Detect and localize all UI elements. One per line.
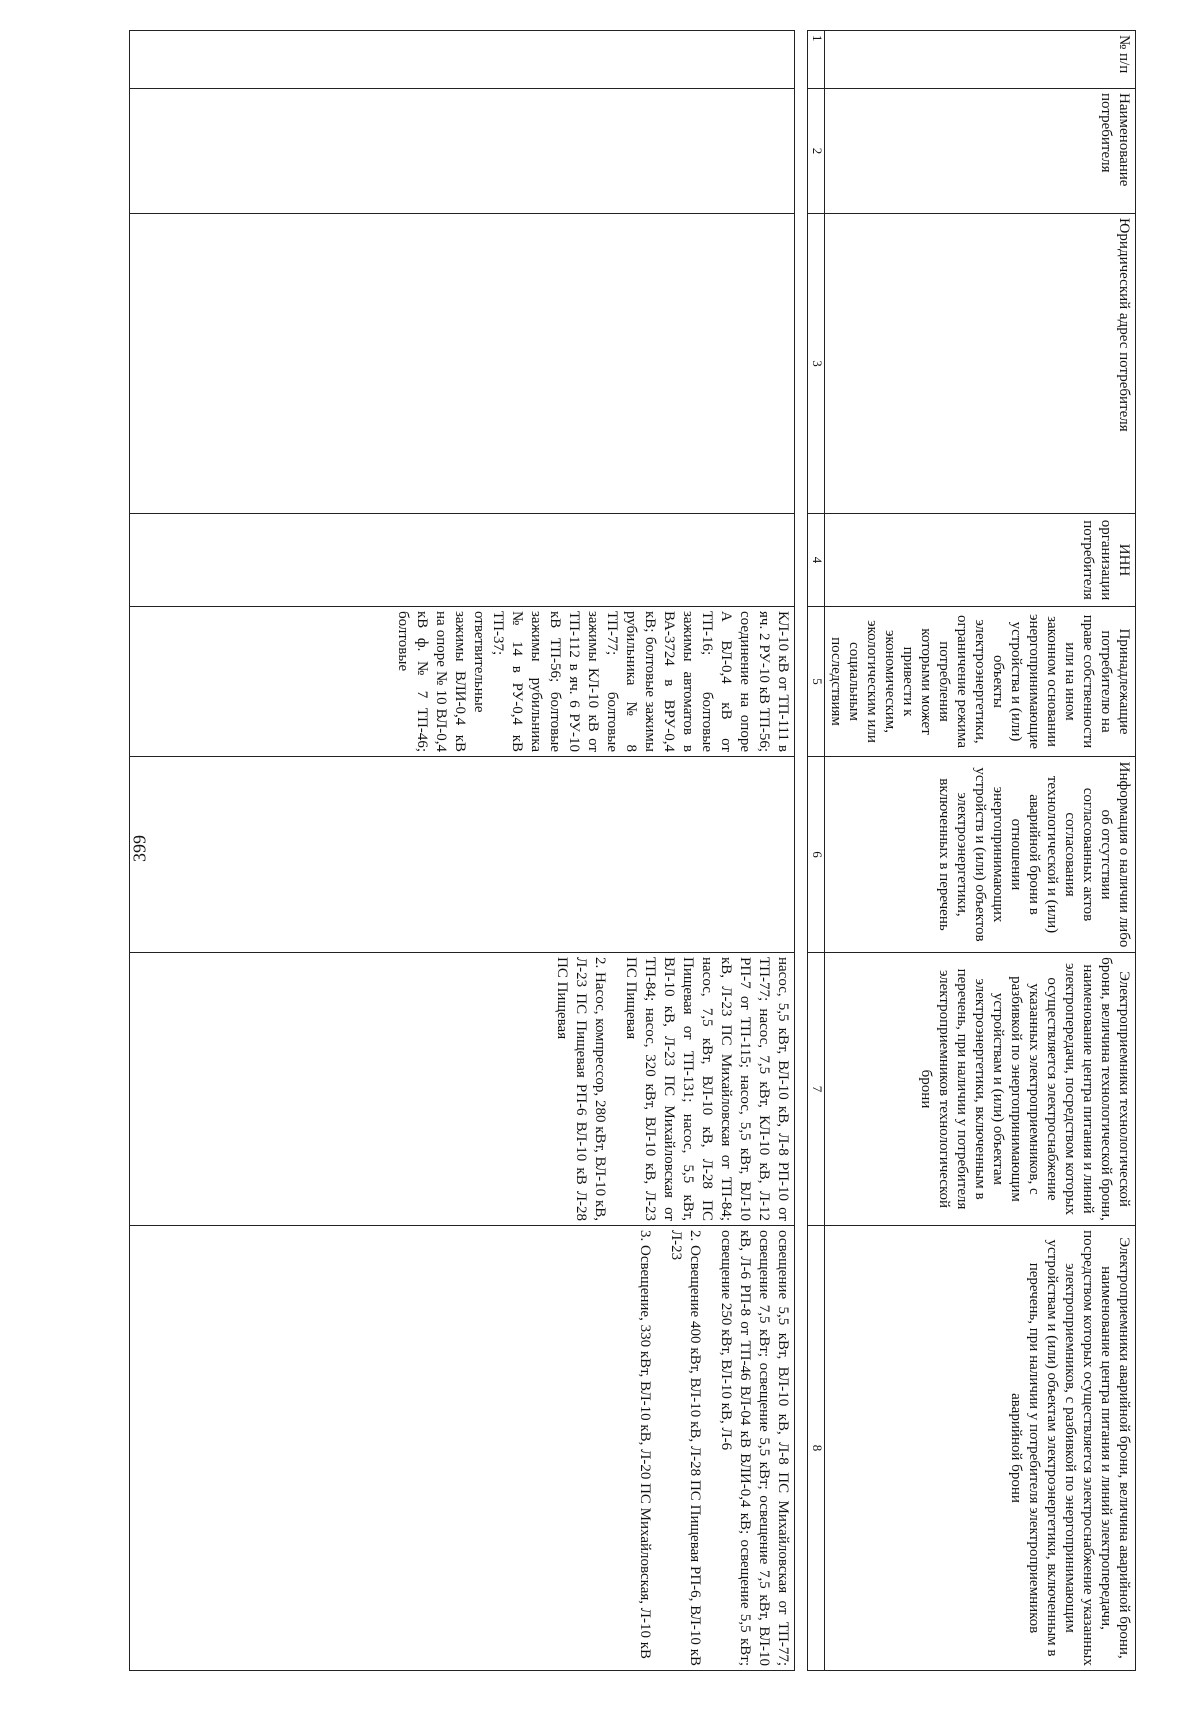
cell-devices: КЛ-10 кВ от ТП-111 в яч. 2 РУ-10 кВ ТП-56; соединение на опоре А ВЛ-0,4 кВ от ТП-16; болтовые зажимы автоматов в ВА-3724 в ВРУ-0,4 кВ; болтовые зажимы рубильника № 8 ТП-77; болтовые зажимы КЛ-10 кВ от ТП-112 в яч. 6 РУ-10 кВ ТП-56; болтовые зажимы рубильника № 14 в РУ-0,4 кВ ТП-37; ответвительные зажимы ВЛИ-0,4 кВ на опоре № 10 ВЛ-0,4 кВ ф. № 7 ТП-46; болтовые bbox=[130, 607, 795, 757]
column-number: 4 bbox=[808, 514, 825, 607]
cell-consumer-name bbox=[130, 89, 795, 214]
header-tech-reserve: Электроприемники технологической брони, величина технологической брони, наименование центра питания и линий электропередачи, посредством которых осуществляется электроснабжение указанных электроприемников, с разбивкой по энергопринимающим устройствам и (или) объектам электроэнергетики, включенным в перечень, при наличии у потребителя электроприемников технологической брони bbox=[825, 953, 1136, 1226]
column-number: 6 bbox=[808, 757, 825, 953]
page-number: 399 bbox=[129, 835, 150, 862]
column-number: 2 bbox=[808, 89, 825, 214]
header-inn: ИНН организации потребителя bbox=[825, 514, 1136, 607]
cell-legal-address bbox=[130, 214, 795, 514]
header-devices: Принадлежащие потребителю на праве собственности или на ином законном основании энергопринимающие устройства и (или) объекты электроэнергетики, ограничение режима потребления которыми может привести к экономическим, экологическим или социальным последствиям bbox=[825, 607, 1136, 757]
table-row bbox=[130, 31, 795, 1671]
column-number: 3 bbox=[808, 214, 825, 514]
cell-acts-info bbox=[130, 757, 795, 953]
column-number: 1 bbox=[808, 31, 825, 89]
cell-emergency-reserve bbox=[130, 1226, 795, 1671]
cell-tech-reserve bbox=[130, 953, 795, 1226]
header-acts-info: Информация о наличии либо об отсутствии согласованных актов согласования технологической и (или) аварийной брони в отношении энергопринимающих устройств и (или) объектов электроэнергетики, включенных в перечень bbox=[825, 757, 1136, 953]
header-legal-address: Юридический адрес потребителя bbox=[825, 214, 1136, 514]
header-consumer-name: Наименование потребителя bbox=[825, 89, 1136, 214]
header-emergency-reserve: Электроприемники аварийной брони, величина аварийной брони, наименование центра питания и линий электропередачи, посредством которых осуществляется электроснабжение указанных электроприемников, с разбивкой по энергопринимающим устройствам и (или) объектам электроэнергетики, включенным в перечень, при наличии у потребителя электроприемников аварийной брони bbox=[825, 1226, 1136, 1671]
tech-reserve-paragraph: 2. Насос, компрессор, 280 кВт, ВЛ-10 кВ, Л-23 ПС Пищевая РП-6 ВЛ-10 кВ Л-28 ПС Пищевая bbox=[554, 957, 608, 1221]
column-number: 8 bbox=[808, 1226, 825, 1671]
emergency-reserve-paragraph: освещение 5,5 кВт, ВЛ-10 кВ, Л-8 ПС Михайловская от ТП-77; освещение 7,5 кВт; освещение 5,5 кВт; освещение 7,5 кВт, ВЛ-10 кВ, Л-6 РП-8 от ТП-46 ВЛ-04 кВ ВЛИ-0,4 кВ; освещение 5,5 кВт; освещение 250 кВт, ВЛ-10 кВ, Л-6 bbox=[718, 1230, 791, 1666]
header-number: № п/п bbox=[825, 31, 1136, 89]
column-number-row bbox=[808, 31, 825, 1671]
cell-inn bbox=[130, 514, 795, 607]
emergency-reserve-paragraph: 2. Освещение 400 кВт, ВЛ-10 кВ, Л-28 ПС Пищевая РП-6, ВЛ-10 кВ Л-23 bbox=[668, 1230, 703, 1666]
column-number: 5 bbox=[808, 607, 825, 757]
cell-number bbox=[130, 31, 795, 89]
rotated-table-area bbox=[161, 30, 1136, 1670]
header-row bbox=[825, 31, 1136, 1671]
emergency-reserve-paragraph: 3. Освещение, 330 кВт, ВЛ-10 кВ, Л-20 ПС Михайловская, Л-10 кВ bbox=[637, 1230, 653, 1660]
column-number: 7 bbox=[808, 953, 825, 1226]
consumer-table bbox=[129, 30, 1136, 1671]
tech-reserve-paragraph: насос, 5,5 кВт, ВЛ-10 кВ, Л-8 РП-10 от ТП-77; насос, 7,5 кВт, КЛ-10 кВ, Л-12 РП-7 от ТП-115; насос, 5,5 кВт, ВЛ-10 кВ, Л-23 ПС Михайловская от ТП-84; насос, 7,5 кВт, ВЛ-10 кВ, Л-28 ПС Пищевая от ТП-131; насос, 5,5 кВт, ВЛ-10 кВ, Л-23 ПС Михайловская от ТП-84; насос, 320 кВт, ВЛ-10 кВ, Л-23 ПС Пищевая bbox=[623, 957, 791, 1221]
